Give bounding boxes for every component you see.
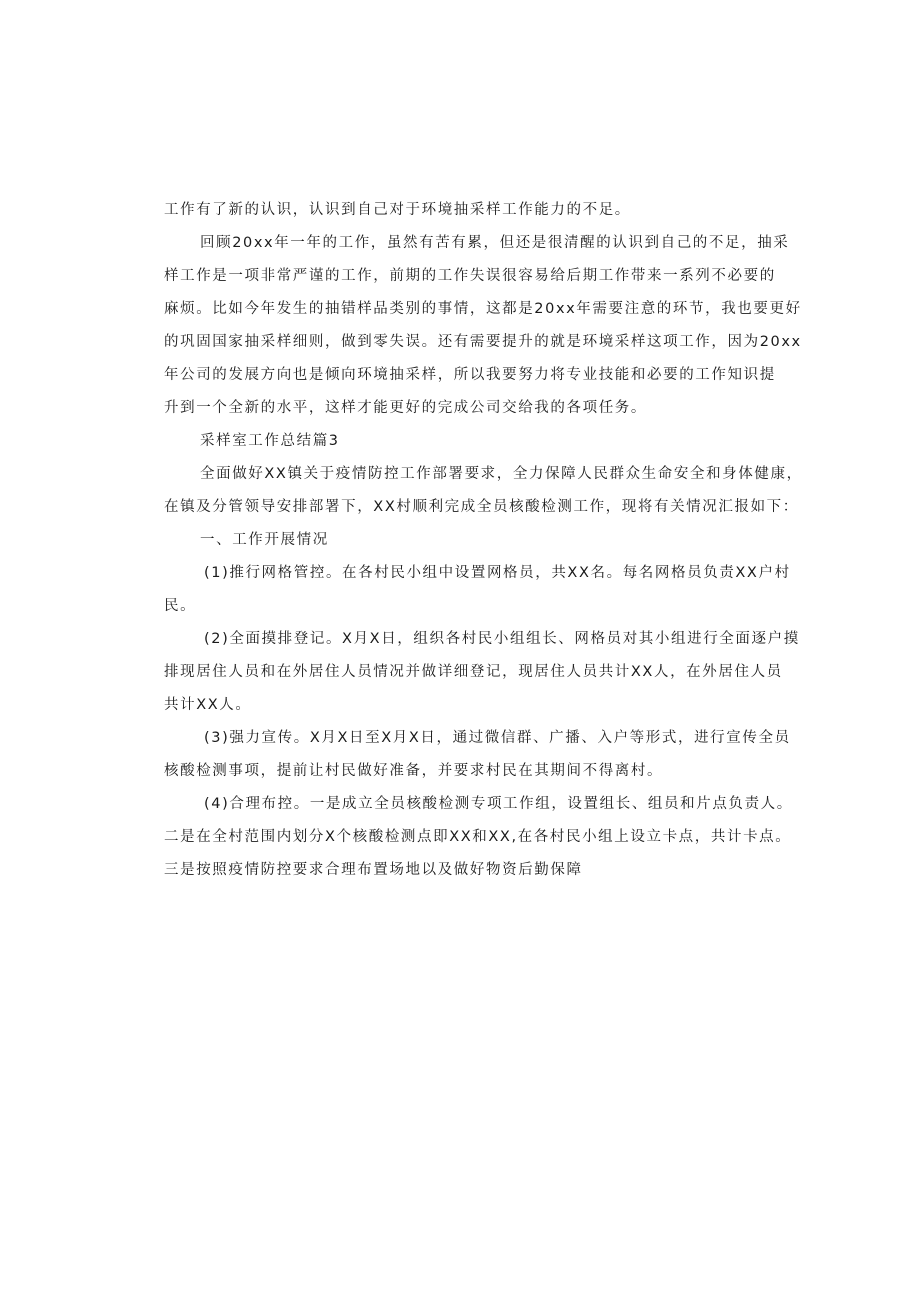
section-heading: 采样室工作总结篇3 bbox=[200, 433, 340, 449]
subsection-heading: 一、工作开展情况 bbox=[200, 532, 329, 548]
item-4-line-3: 三是按照疫情防控要求合理布置场地以及做好物资后勤保障 bbox=[164, 862, 583, 878]
item-2-line-2: 排现居住人员和在外居住人员情况并做详细登记，现居住人员共计XX人，在外居住人员 bbox=[164, 664, 783, 680]
item-1-line-1: (1)推行网格管控。在各村民小组中设置网格员，共XX名。每名网格员负责XX户村 bbox=[204, 565, 791, 581]
paragraph-line-1: 工作有了新的认识，认识到自己对于环境抽采样工作能力的不足。 bbox=[164, 202, 631, 218]
item-2-line-3: 共计XX人。 bbox=[164, 697, 252, 713]
paragraph-line-6: 年公司的发展方向也是倾向环境抽采样，所以我要努力将专业技能和必要的工作知识提 bbox=[164, 367, 776, 383]
item-1-line-2: 民。 bbox=[164, 598, 197, 614]
item-3-line-2: 核酸检测事项，提前让村民做好准备，并要求村民在其期间不得离村。 bbox=[164, 763, 664, 779]
item-4-line-2: 二是在全村范围内划分X个核酸检测点即XX和XX,在各村民小组上设立卡点，共计卡点。 bbox=[164, 829, 792, 845]
paragraph-line-9: 在镇及分管领导安排部署下，XX村顺利完成全员核酸检测工作，现将有关情况汇报如下： bbox=[164, 499, 799, 515]
paragraph-line-2: 回顾20xx年一年的工作，虽然有苦有累，但还是很清醒的认识到自己的不足，抽采 bbox=[200, 235, 790, 251]
paragraph-line-3: 样工作是一项非常严谨的工作，前期的工作失误很容易给后期工作带来一系列不必要的 bbox=[164, 268, 776, 284]
paragraph-line-7: 升到一个全新的水平，这样才能更好的完成公司交给我的各项任务。 bbox=[164, 400, 647, 416]
paragraph-line-8: 全面做好XX镇关于疫情防控工作部署要求，全力保障人民群众生命安全和身体健康， bbox=[200, 466, 803, 482]
item-4-line-1: (4)合理布控。一是成立全员核酸检测专项工作组，设置组长、组员和片点负责人。 bbox=[204, 796, 793, 812]
item-2-line-1: (2)全面摸排登记。X月X日，组织各村民小组组长、网格员对其小组进行全面逐户摸 bbox=[204, 631, 800, 647]
paragraph-line-4: 麻烦。比如今年发生的抽错样品类别的事情，这都是20xx年需要注意的环节，我也要更好 bbox=[164, 301, 802, 317]
paragraph-line-5: 的巩固国家抽采样细则，做到零失误。还有需要提升的就是环境采样这项工作，因为20xx bbox=[164, 334, 802, 350]
item-3-line-1: (3)强力宣传。X月X日至X月X日，通过微信群、广播、入户等形式，进行宣传全员 bbox=[204, 730, 791, 746]
